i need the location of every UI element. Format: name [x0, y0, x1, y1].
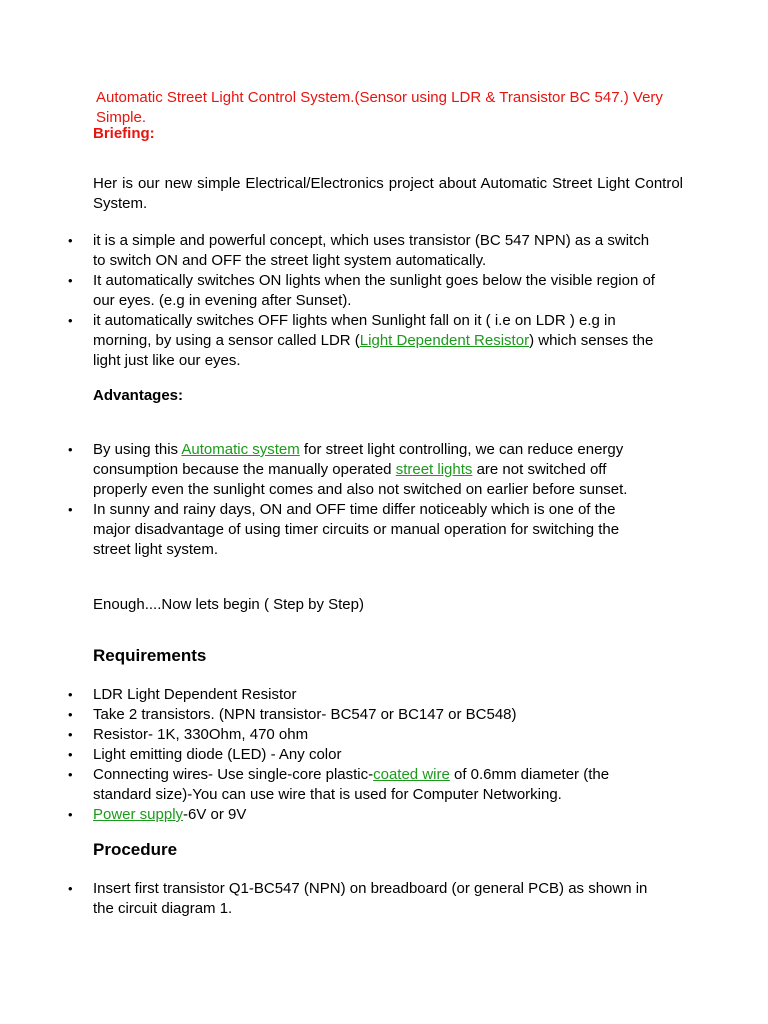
link-power-supply[interactable]: Power supply	[93, 806, 184, 823]
requirements-heading: Requirements	[93, 646, 207, 665]
concept-bullet-list	[93, 231, 663, 371]
list-item: • Power supply-6V or 9V	[93, 805, 653, 825]
intro-paragraph: Her is our new simple Electrical/Electronics project about Automatic Street Light Control System.	[93, 175, 683, 212]
list-item: • Take 2 transistors. (NPN transistor- BC547 or BC147 or BC548)	[93, 705, 653, 725]
list-item: • It automatically switches ON lights when the sunlight goes below the visible region of our eyes. (e.g in evening after Sunset).	[93, 271, 663, 311]
link-coated-wire[interactable]: coated wire	[373, 766, 450, 783]
briefing-label: Briefing:	[93, 125, 155, 142]
advantages-bullet-list	[93, 440, 653, 560]
list-item: • In sunny and rainy days, ON and OFF time differ noticeably which is one of the major disadvantage of using timer circuits or manual operation for switching the street light system.	[93, 500, 653, 560]
link-light-dependent-resistor[interactable]: Light Dependent Resistor	[359, 332, 530, 349]
list-item: • By using this Automatic system for street light controlling, we can reduce energy consumption because the manually operated street lights are not switched off properly even the sunlight comes and also not switched on earlier before sunset.	[93, 440, 653, 500]
link-automatic-system[interactable]: Automatic system	[181, 441, 300, 458]
requirements-bullet-list	[93, 685, 653, 825]
list-item: • it automatically switches OFF lights when Sunlight fall on it ( i.e on LDR ) e.g in morning, by using a sensor called LDR (Light Dependent Resistor) which senses the light just like our eyes.	[93, 311, 663, 371]
list-item: • Insert first transistor Q1-BC547 (NPN) on breadboard (or general PCB) as shown in the circuit diagram 1.	[93, 879, 653, 919]
title-text: Automatic Street Light Control System.(Sensor using LDR & Transistor BC 547.) Very Simple.	[96, 89, 663, 126]
procedure-bullet-list	[93, 879, 653, 919]
procedure-heading: Procedure	[93, 840, 178, 859]
advantages-heading: Advantages:	[93, 387, 184, 404]
enough-text: Enough....Now lets begin ( Step by Step)	[93, 596, 364, 613]
list-item: • LDR Light Dependent Resistor	[93, 685, 653, 705]
list-item: • Light emitting diode (LED) - Any color	[93, 745, 653, 765]
list-item: • it is a simple and powerful concept, which uses transistor (BC 547 NPN) as a switch to switch ON and OFF the street light system automatically.	[93, 231, 663, 271]
link-street-lights[interactable]: street lights	[395, 461, 473, 478]
list-item: • Connecting wires- Use single-core plastic-coated wire of 0.6mm diameter (the standard size)-You can use wire that is used for Computer Networking.	[93, 765, 653, 805]
document-title	[93, 88, 666, 128]
list-item: • Resistor- 1K, 330Ohm, 470 ohm	[93, 725, 653, 745]
